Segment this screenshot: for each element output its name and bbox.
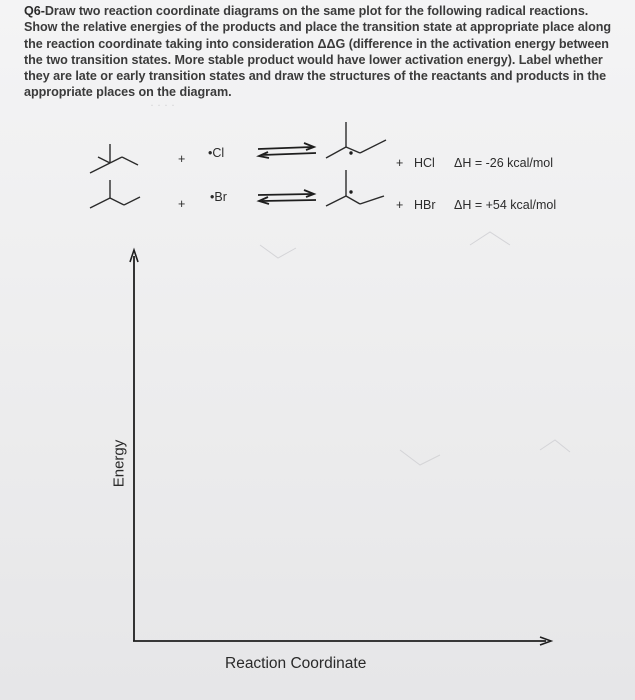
plus-sign: +	[396, 198, 404, 212]
bleed-through-marks	[260, 232, 570, 465]
plus-sign: +	[178, 197, 186, 211]
question-body: Draw two reaction coordinate diagrams on the same plot for the following radical reactions. Show the relative energies of the products and place the transition state at appropriate place along the reaction coordinate taking into consideration ΔΔG (difference in the activation energy between the two transition states. More stable product would have lower activation energy). Label whether they are late or early transition states and draw the structures of the reactants and products in the appropriate places on the diagram.	[24, 4, 612, 100]
chlorine-radical: •Cl	[208, 146, 225, 160]
x-axis-label: Reaction Coordinate	[225, 655, 367, 672]
plus-sign: +	[178, 152, 186, 166]
enthalpy-reaction-2: ΔH = +54 kcal/mol	[454, 198, 557, 212]
hbr-product: HBr	[414, 198, 436, 212]
y-axis-label: Energy	[110, 439, 128, 488]
plus-sign: +	[396, 156, 404, 170]
question-number: Q6-	[24, 4, 45, 18]
bromine-radical: •Br	[210, 190, 227, 204]
enthalpy-reaction-1: ΔH = -26 kcal/mol	[454, 156, 554, 170]
hcl-product: HCl	[414, 156, 435, 170]
bleed-through-text: · · · ·	[150, 98, 175, 112]
